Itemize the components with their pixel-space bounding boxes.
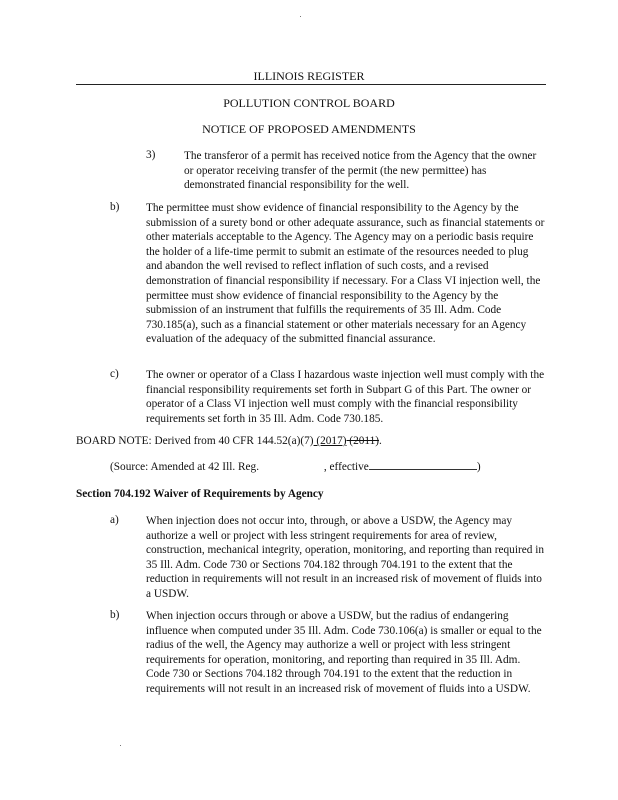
source-line	[110, 460, 546, 475]
item-c-label: c)	[110, 368, 119, 380]
source-close: )	[476, 461, 481, 473]
board-note	[76, 434, 546, 449]
item-b-label: b)	[110, 201, 120, 213]
board-note-added: (2017)	[313, 435, 347, 447]
section-heading: Section 704.192 Waiver of Requirements by Agency	[76, 488, 324, 500]
board-note-prefix: BOARD NOTE: Derived from 40 CFR 144.52(a)(7)	[76, 435, 314, 447]
source-effective: , effective	[323, 461, 369, 473]
item-a-label: a)	[110, 514, 119, 526]
source-text: (Source: Amended at 42 Ill. Reg.	[110, 461, 262, 473]
header-rule	[76, 84, 546, 85]
item-b2-text: When injection occurs through or above a USDW, but the radius of endangering influence when computed under 35 Ill. Adm. Code 730.106(a) is smaller or equal to the radius of the well, the Agency may authorize a well or project with less stringent requirements for operation, monitoring, and reporting than required in 35 Ill. Adm. Code 730 or Sections 704.182 through 704.191 to the extent that the reduction in requirements will not result in an increased risk of movement of fluids into a USDW.	[146, 610, 542, 695]
item-b2-label: b)	[110, 609, 120, 621]
board-note-removed: (2011)	[346, 435, 380, 447]
item-a-text: When injection does not occur into, through, or above a USDW, the Agency may authorize a well or project with less stringent requirements for area of review, construction, mechanical integrity, operation, monitoring, and reporting than required in 35 Ill. Adm. Code 730 or Sections 704.182 through 704.191 to the extent that the reduction in requirements will not result in an increased risk of movement of fluids into a USDW.	[146, 515, 544, 600]
item-3-label: 3)	[146, 149, 156, 161]
board-note-suffix: .	[379, 435, 382, 447]
board-title: POLLUTION CONTROL BOARD	[223, 96, 395, 110]
scan-speck	[300, 16, 301, 17]
item-b-text: The permittee must show evidence of financial responsibility to the Agency by the submission of a surety bond or other adequate assurance, such as financial statements or other materials acceptable to the Agency. The Agency may on a periodic basis require the holder of a life-time permit to submit an estimate of the resources needed to plug and abandon the well revised to reflect inflation of such costs, and a revised demonstration of financial responsibility if necessary. For a Class VI injection well, the permittee must show evidence of financial responsibility to the Agency by the submission of an instrument that fulfills the requirements of 35 Ill. Adm. Code 730.185(a), such as a financial statement or other materials necessary for an Agency evaluation of the adequacy of the submitted financial assurance.	[146, 202, 545, 346]
scan-speck	[120, 745, 121, 746]
notice-title: NOTICE OF PROPOSED AMENDMENTS	[202, 122, 416, 136]
register-title: ILLINOIS REGISTER	[253, 69, 365, 83]
item-c-text: The owner or operator of a Class I hazardous waste injection well must comply with the financial responsibility requirements set forth in Subpart G of this Part. The owner or operator of a Class VI injection well must comply with the financial responsibility requirements set forth in 35 Ill. Adm. Code 730.185.	[146, 369, 545, 425]
item-3-text: The transferor of a permit has received notice from the Agency that the owner or operator receiving transfer of the permit (the new permittee) has demonstrated financial responsibility for the well.	[184, 150, 537, 192]
